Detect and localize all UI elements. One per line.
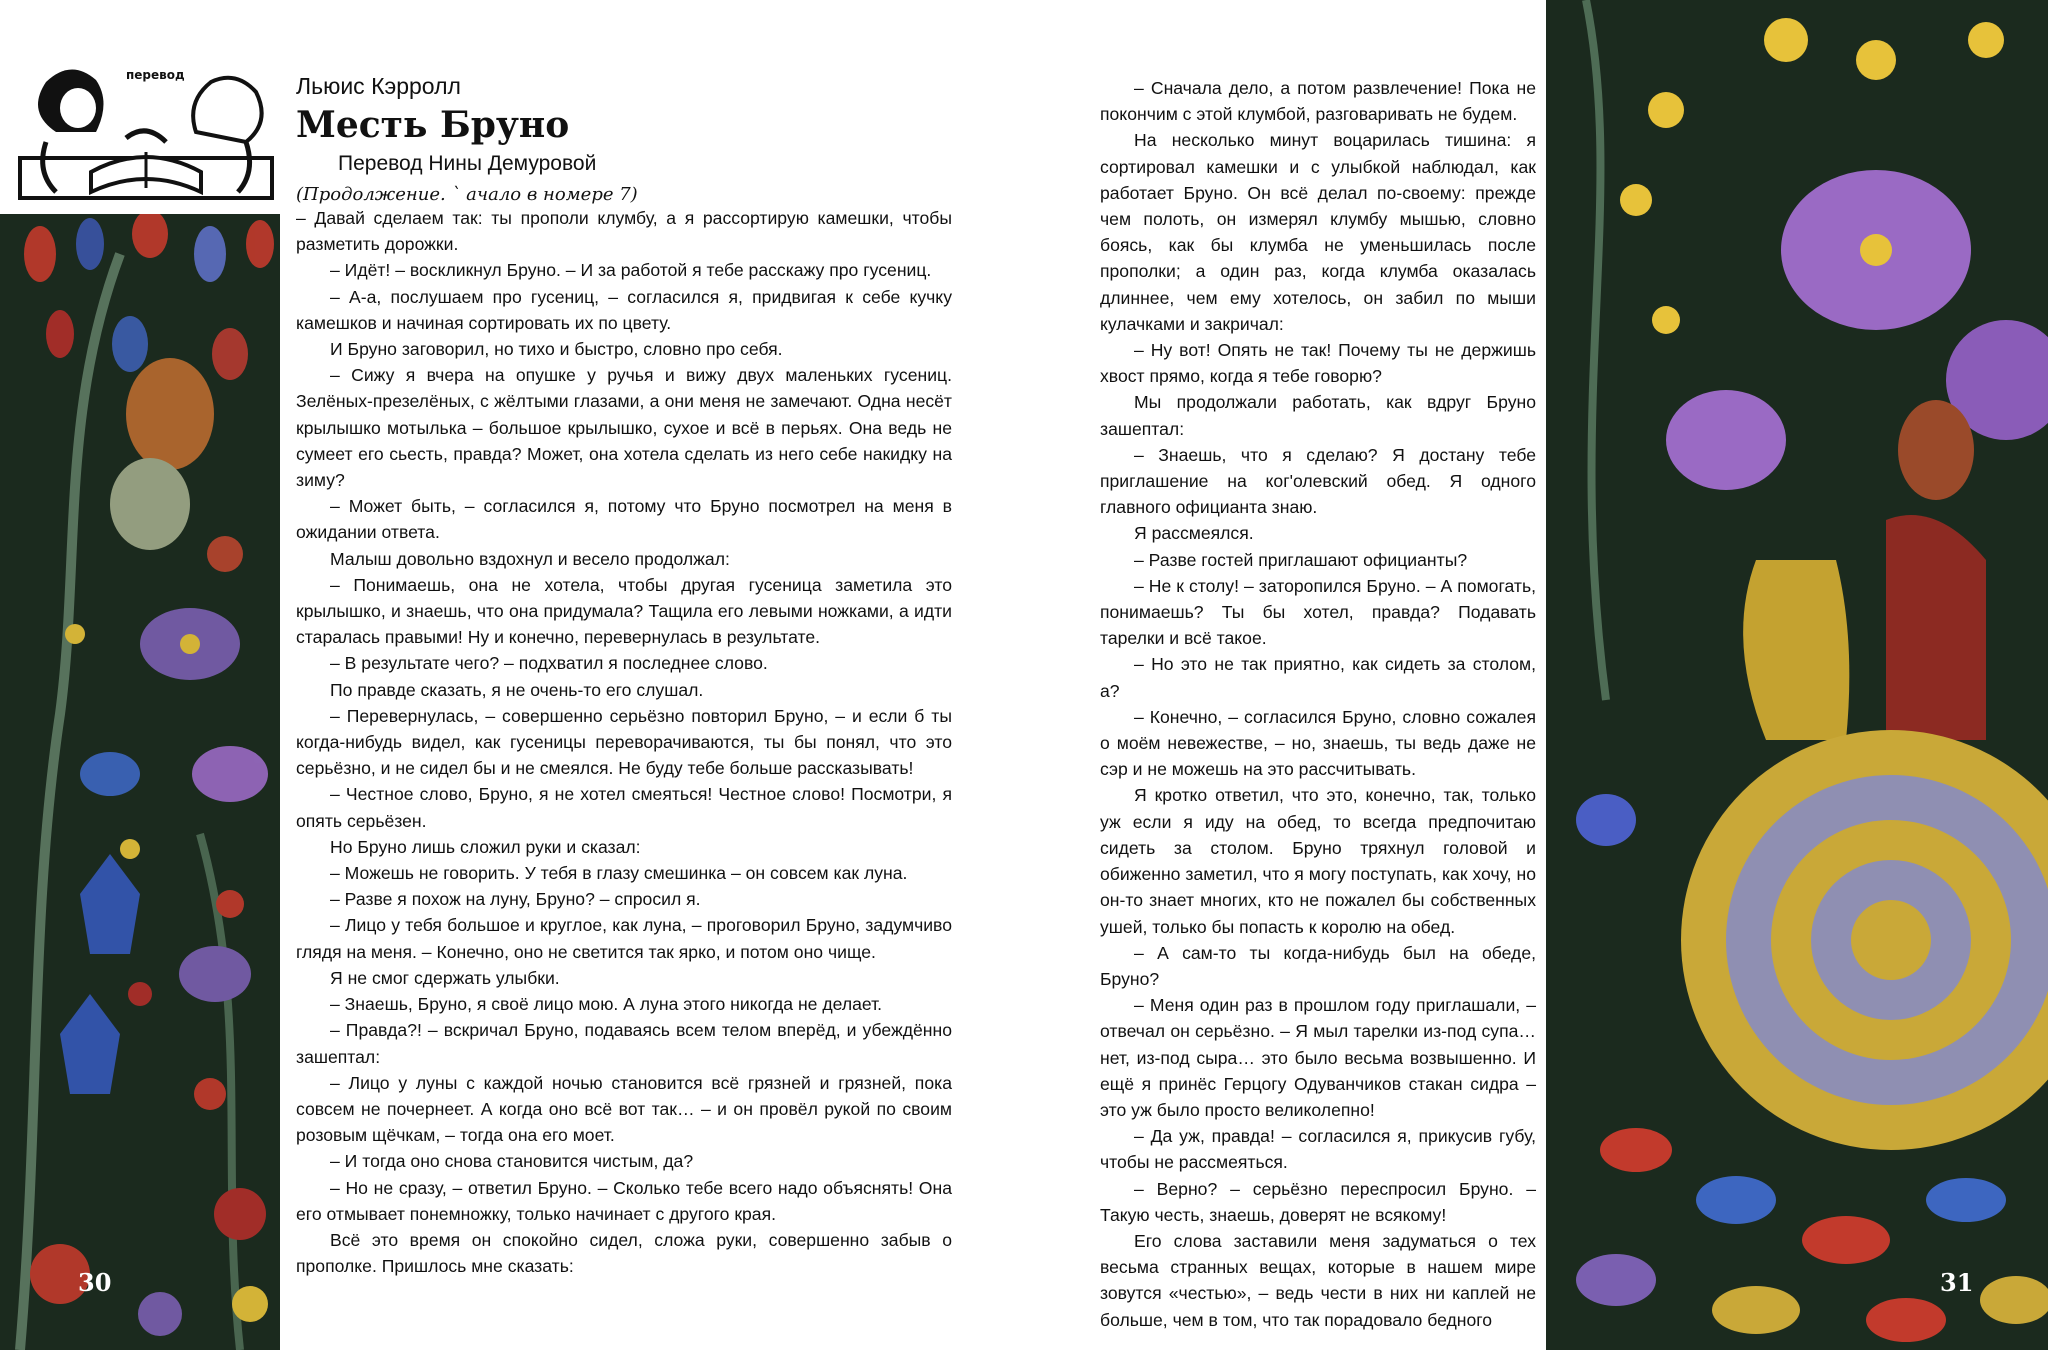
- paragraph: – Конечно, – согласился Бруно, словно сожалея о моём невежестве, – но, знаешь, ты ведь даже не сэр и не можешь на это рассчитывать.: [1100, 706, 1536, 780]
- paragraph: Его слова заставили меня задуматься о тех весьма странных вещах, которые в нашем мире зовутся «честью», – ведь чести в них ни каплей не больше, чем в том, что так порадовало бедного: [1100, 1230, 1536, 1330]
- page-number-right: 31: [1940, 1268, 1974, 1297]
- paragraph: – Сижу я вчера на опушке у ручья и вижу двух маленьких гусениц. Зелёных-презелёных, с жёлтыми глазами, а они меня не замечают. Одна несёт крылышко мотылька – большое крылышко, сухое и всё в перьях. Она ведь не сумеет его сьесть, правда? Может, она хотела сделать из него себе накидку на зиму?: [296, 365, 952, 491]
- translator-credit: Перевод Нины Демуровой: [338, 152, 597, 175]
- paragraph: – Может быть, – согласился я, потому что Бруно посмотрел на меня в ожидании ответа.: [296, 496, 952, 543]
- paragraph: – Верно? – серьёзно переспросил Бруно. – Такую честь, знаешь, доверят не всякому!: [1100, 1178, 1536, 1225]
- paragraph: – Сначала дело, а потом развлечение! Пока не покончим с этой клумбой, разговаривать не будем.: [1100, 78, 1536, 125]
- continuation-note: (Продолжение. ` ачало в номере 7): [296, 184, 638, 205]
- paragraph: На несколько минут воцарилась тишина: я сортировал камешки и с улыбкой наблюдал, как работает Бруно. Он всё делал по-своему: прежде чем полоть, он измерял клумбу мышью, словно боясь, как бы клумба не уменьшилась после прополки; а один раз, когда клумба оказалась длиннее, чем ему хотелось, он забил по мыши кулачками и закричал:: [1100, 130, 1536, 334]
- paragraph: – Лицо у луны с каждой ночью становится всё грязней и грязней, пока совсем не почернеет. А когда оно всё вот так… – и он провёл рукой по своим розовым щёчкам, – тогда она его моет.: [296, 1072, 952, 1146]
- paragraph: Но Бруно лишь сложил руки и сказал:: [330, 836, 641, 857]
- paragraph: – Идёт! – воскликнул Бруно. – И за работой я тебе расскажу про гусениц.: [330, 260, 932, 281]
- paragraph: – Можешь не говорить. У тебя в глазу смешинка – он совсем как луна.: [330, 863, 908, 884]
- paragraph: – Знаешь, Бруно, я своё лицо мою. А луна этого никогда не делает.: [330, 994, 883, 1015]
- paragraph: – Но это не так приятно, как сидеть за столом, а?: [1100, 654, 1536, 701]
- page-number-left: 30: [78, 1268, 112, 1297]
- paragraph: – Но не сразу, – ответил Бруно. – Сколько тебе всего надо объяснять! Она его отмывает понемножку, только начинает с другого края.: [296, 1177, 952, 1224]
- paragraph: По правде сказать, я не очень-то его слушал.: [330, 679, 704, 700]
- text-column-left: [296, 205, 952, 1279]
- paragraph: Малыш довольно вздохнул и весело продолжал:: [330, 548, 730, 569]
- right-illustration: [1546, 0, 2048, 1350]
- paragraph: Я кротко ответил, что это, конечно, так, только уж если я иду на обед, то всегда предпочитаю сидеть за столом. Бруно тряхнул головой и обиженно заметил, что я могу поступать, как хочу, но он-то знает многих, кто не пожалел бы собственных ушей, только бы попасть к королю на обед.: [1100, 785, 1536, 937]
- translation-rubric-logo: [16, 62, 276, 200]
- paragraph: – Честное слово, Бруно, я не хотел смеяться! Честное слово! Посмотри, я опять серьёзен.: [296, 784, 952, 831]
- paragraph: Всё это время он спокойно сидел, сложа руки, совершенно забыв о прополке. Пришлось мне сказать:: [296, 1229, 952, 1277]
- text-column-right: [1100, 75, 1536, 1333]
- paragraph: – Разве я похож на луну, Бруно? – спросил я.: [330, 889, 701, 910]
- paragraph: – Понимаешь, она не хотела, чтобы другая гусеница заметила это крылышко, и знаешь, что она придумала? Тащила его левыми ножками, а идти старалась правыми! Ну и конечно, перевернулась в результате.: [296, 574, 952, 648]
- paragraph: – Знаешь, что я сделаю? Я достану тебе приглашение на ког'олевский обед. Я одного главного официанта знаю.: [1100, 444, 1536, 518]
- paragraph: – А-а, послушаем про гусениц, – согласился я, придвигая к себе кучку камешков и начиная сортировать их по цвету.: [296, 286, 952, 333]
- paragraph: Я рассмеялся.: [1134, 523, 1254, 544]
- paragraph: – Меня один раз в прошлом году приглашали, – отвечал он серьёзно. – Я мыл тарелки из-под супа… нет, из-под сыра… это было весьма возвышенно. И ещё я принёс Герцогу Одуванчиков стакан сидра – это уж было просто великолепно!: [1100, 995, 1536, 1120]
- author-name: Льюис Кэрролл: [296, 73, 461, 99]
- article-title: Месть Бруно: [296, 104, 570, 146]
- left-illustration: [0, 214, 280, 1350]
- logo-label: перевод: [126, 68, 185, 82]
- paragraph: – А сам-то ты когда-нибудь был на обеде, Бруно?: [1100, 942, 1536, 989]
- paragraph: – Ну вот! Опять не так! Почему ты не держишь хвост прямо, когда я тебе говорю?: [1100, 340, 1536, 387]
- paragraph: – Давай сделаем так: ты прополи клумбу, а я рассортирую камешки, чтобы разметить дорожки.: [296, 208, 952, 255]
- paragraph: – И тогда оно снова становится чистым, да?: [330, 1151, 694, 1172]
- paragraph: И Бруно заговорил, но тихо и быстро, словно про себя.: [330, 339, 783, 360]
- paragraph: – В результате чего? – подхватил я последнее слово.: [330, 653, 768, 674]
- paragraph: – Разве гостей приглашают официанты?: [1134, 549, 1468, 570]
- paragraph: – Правда?! – вскричал Бруно, подаваясь всем телом вперёд, и убеждённо зашептал:: [296, 1020, 952, 1067]
- paragraph: Мы продолжали работать, как вдруг Бруно зашептал:: [1100, 392, 1536, 439]
- paragraph: – Лицо у тебя большое и круглое, как луна, – проговорил Бруно, задумчиво глядя на меня. – Конечно, оно не светится так ярко, и потом оно чище.: [296, 915, 952, 962]
- paragraph: – Перевернулась, – совершенно серьёзно повторил Бруно, – и если б ты когда-нибудь видел, как гусеницы переворачиваются, ты бы понял, что это серьёзно, и не сидел бы и не смеялся. Не буду тебе больше рассказывать!: [296, 705, 952, 779]
- paragraph: – Не к столу! – заторопился Бруно. – А помогать, понимаешь? Ты бы хотел, правда? Подавать тарелки и всё такое.: [1100, 575, 1536, 649]
- paragraph: – Да уж, правда! – согласился я, прикусив губу, чтобы не рассмеяться.: [1100, 1126, 1536, 1173]
- paragraph: Я не смог сдержать улыбки.: [330, 967, 560, 988]
- article-header: [296, 72, 956, 208]
